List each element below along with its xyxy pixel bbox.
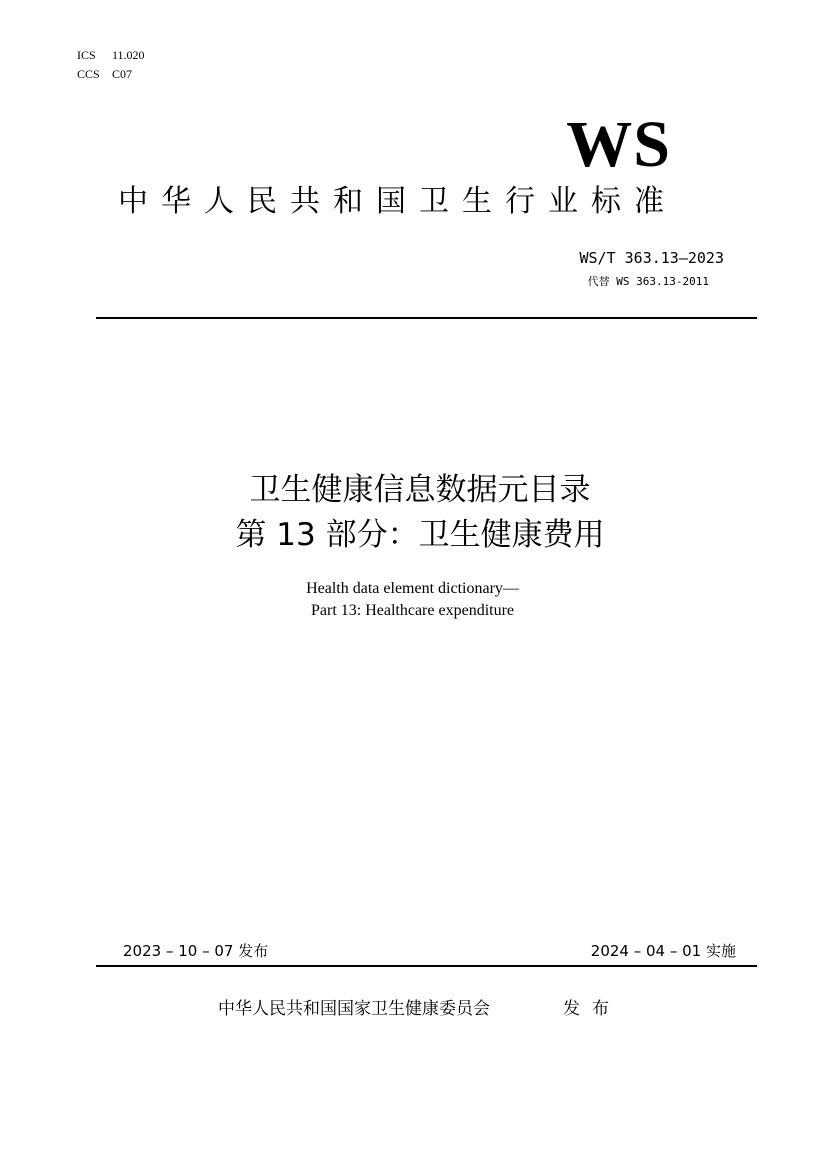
- standard-number: WS/T 363.13—2023: [579, 249, 724, 267]
- title-en-line2: Part 13: Healthcare expenditure: [310, 602, 515, 619]
- ics-label: ICS: [77, 48, 96, 62]
- title-cn-line1: 卫生健康信息数据元目录: [249, 472, 591, 508]
- standard-category-name: 中华人民共和国卫生行业标准: [118, 184, 677, 219]
- title-en-line1: Health data element dictionary—: [306, 580, 519, 597]
- header-divider: [96, 317, 757, 319]
- issue-action: 发布: [563, 999, 621, 1019]
- ics-value: 11.020: [112, 48, 145, 62]
- title-cn-line2: 第 13 部分：卫生健康费用: [235, 517, 605, 553]
- ws-logo: WS: [566, 108, 671, 181]
- classification-codes: [77, 46, 145, 84]
- replaces-standard: 代替 WS 363.13-2011: [587, 275, 709, 288]
- ics-row: [77, 46, 145, 65]
- ccs-value: C07: [112, 67, 133, 81]
- issuing-authority: 中华人民共和国国家卫生健康委员会: [218, 999, 490, 1019]
- issue-date: 2023 – 10 – 07 发布: [123, 942, 269, 960]
- ccs-row: [77, 65, 145, 84]
- implementation-date: 2024 – 04 – 01 实施: [590, 942, 736, 960]
- ccs-label: CCS: [77, 67, 100, 81]
- footer-divider: [96, 965, 757, 967]
